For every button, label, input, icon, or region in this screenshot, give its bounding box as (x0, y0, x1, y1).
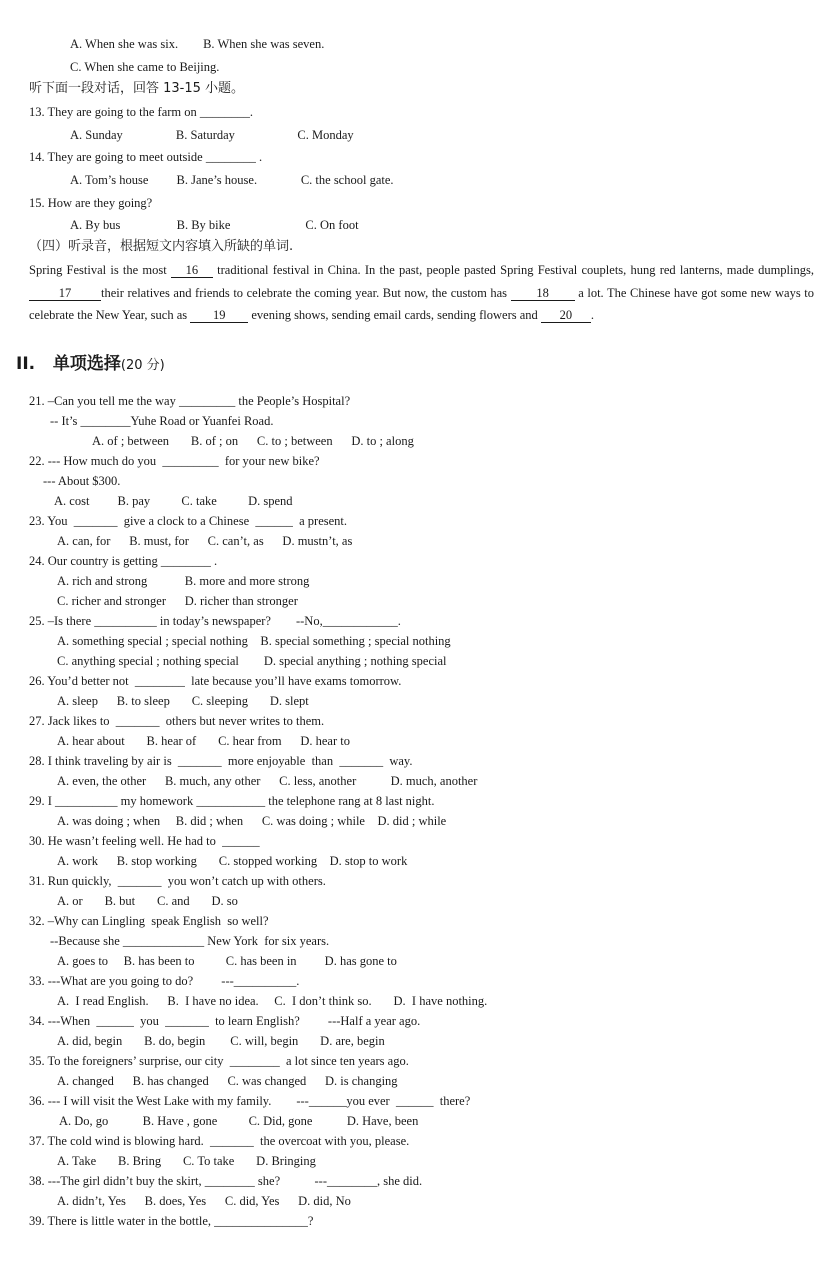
text-line: 38. ---The girl didn’t buy the skirt, ________ she? ---________, she did. (29, 1174, 423, 1188)
passage-text: Spring Festival is the most (29, 263, 171, 277)
text-line: -- It’s ________Yuhe Road or Yuanfei Road. (50, 414, 274, 428)
text-line: A. or B. but C. and D. so (57, 894, 238, 908)
passage-text: a lot. The Chinese have got some new ways to celebrate the New Year, such as (29, 285, 815, 322)
text-line: A. goes to B. has been to C. has been in D. has gone to (57, 954, 397, 968)
text-line: 29. I __________ my homework ___________ the telephone rang at 8 last night. (29, 794, 435, 808)
text-line: C. richer and stronger D. richer than stronger (57, 594, 298, 608)
text-line: A. sleep B. to sleep C. sleeping D. slept (57, 694, 309, 708)
text-line: --Because she _____________ New York for six years. (50, 934, 330, 948)
blank-18[interactable]: 18 (511, 286, 575, 301)
blank-16[interactable]: 16 (171, 263, 213, 278)
passage-text: traditional festival in China. In the past, people pasted Spring Festival couplets, hung red lanterns, made dumplings, (212, 263, 814, 277)
text-line: C. When she came to Beijing. (70, 60, 220, 74)
text-line: A. even, the other B. much, any other C. less, another D. much, another (57, 774, 478, 788)
text-line: A. didn’t, Yes B. does, Yes C. did, Yes D. did, No (57, 1194, 351, 1208)
text-line: A. something special ; special nothing B. special something ; special nothing (57, 634, 451, 648)
text-line: A. Do, go B. Have , gone C. Did, gone D. Have, been (59, 1114, 419, 1128)
text-line: A. changed B. has changed C. was changed D. is changing (57, 1074, 398, 1088)
text-line: 15. How are they going? (29, 196, 153, 210)
section-score: (20 分) (120, 358, 165, 373)
text-line: 27. Jack likes to _______ others but never writes to them. (29, 714, 325, 728)
section-heading (16, 356, 165, 374)
text-line: 33. ---What are you going to do? ---__________. (29, 974, 300, 988)
text-line: 21. –Can you tell me the way _________ the People’s Hospital? (29, 394, 351, 408)
text-line: A. hear about B. hear of C. hear from D. hear to (57, 734, 350, 748)
passage-text: evening shows, sending email cards, sending flowers and (248, 308, 541, 322)
passage-text: their relatives and friends to celebrate the coming year. But now, the custom has (101, 285, 511, 300)
text-line: A. did, begin B. do, begin C. will, begin D. are, begin (57, 1034, 385, 1048)
text-line: 37. The cold wind is blowing hard. _______ the overcoat with you, please. (29, 1134, 410, 1148)
text-line: 28. I think traveling by air is _______ more enjoyable than _______ way. (29, 754, 413, 768)
text-line: 25. –Is there __________ in today’s newspaper? --No,____________. (29, 614, 401, 628)
text-line: A. was doing ; when B. did ; when C. was doing ; while D. did ; while (57, 814, 447, 828)
text-line: C. anything special ; nothing special D. special anything ; nothing special (57, 654, 447, 668)
text-line: A. work B. stop working C. stopped working D. stop to work (57, 854, 408, 868)
text-line: A. I read English. B. I have no idea. C. I don’t think so. D. I have nothing. (57, 994, 488, 1008)
text-line: A. can, for B. must, for C. can’t, as D. mustn’t, as (57, 534, 353, 548)
text-line: 36. --- I will visit the West Lake with my family. ---______you ever ______ there? (29, 1094, 471, 1108)
text-line: 34. ---When ______ you _______ to learn English? ---Half a year ago. (29, 1014, 421, 1028)
blank-20[interactable]: 20 (541, 308, 591, 323)
text-line: 13. They are going to the farm on ________. (29, 105, 254, 119)
passage-text: . (590, 308, 595, 322)
section-number: II. (16, 354, 36, 374)
text-line: A. By bus B. By bike C. On foot (70, 218, 359, 232)
text-line: 24. Our country is getting ________ . (29, 554, 218, 568)
blank-17[interactable]: 17 (29, 286, 101, 301)
text-line: 30. He wasn’t feeling well. He had to ______ (29, 834, 260, 848)
text-line: 听下面一段对话，回答 13-15 小题。 (29, 81, 245, 96)
text-line: A. rich and strong B. more and more strong (57, 574, 310, 588)
text-line: 26. You’d better not ________ late because you’ll have exams tomorrow. (29, 674, 402, 688)
text-line: A. cost B. pay C. take D. spend (54, 494, 293, 508)
text-line: A. Sunday B. Saturday C. Monday (70, 128, 354, 142)
text-line: A. When she was six. B. When she was seven. (70, 37, 325, 51)
text-line: 22. --- How much do you _________ for your new bike? (29, 454, 320, 468)
cloze-passage (29, 259, 814, 327)
text-line: 23. You _______ give a clock to a Chinese ______ a present. (29, 514, 348, 528)
text-line: （四）听录音，根据短文内容填入所缺的单词. (29, 239, 294, 254)
text-line: 14. They are going to meet outside ________ . (29, 150, 263, 164)
blank-19[interactable]: 19 (190, 308, 248, 323)
text-line: A. of ; between B. of ; on C. to ; between D. to ; along (92, 434, 414, 448)
text-line: --- About $300. (43, 474, 121, 488)
text-line: 35. To the foreigners’ surprise, our city ________ a lot since ten years ago. (29, 1054, 409, 1068)
text-line: 32. –Why can Lingling speak English so well? (29, 914, 269, 928)
text-line: 39. There is little water in the bottle, _______________? (29, 1214, 314, 1228)
text-line: A. Take B. Bring C. To take D. Bringing (57, 1154, 316, 1168)
text-line: 31. Run quickly, _______ you won’t catch up with others. (29, 874, 326, 888)
text-line: A. Tom’s house B. Jane’s house. C. the school gate. (70, 173, 394, 187)
section-title: 单项选择 (52, 354, 121, 374)
